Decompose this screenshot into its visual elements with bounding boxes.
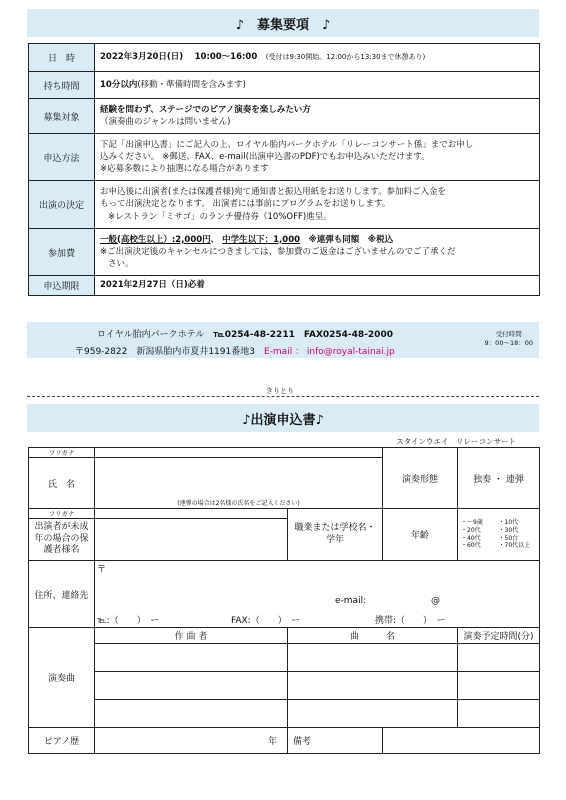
age-option[interactable]: ・50台 [498, 534, 519, 542]
form-subtitle: スタインウエイ リレーコンサート [396, 437, 516, 446]
row-label-target: 募集対象 [29, 99, 95, 134]
hotel-tel: ℡0254-48-2211 [213, 330, 295, 340]
age-option[interactable]: ・40代 [461, 534, 481, 542]
guardian-furigana-input[interactable] [95, 509, 288, 519]
hotel-fax: FAX0254-48-2000 [303, 330, 393, 340]
row-label-date: 日 時 [29, 44, 95, 72]
composer-input[interactable] [95, 644, 288, 672]
name-input[interactable] [95, 458, 383, 509]
years-label: 年 [267, 737, 277, 747]
method-line-1: 下記「出演申込書」にご記入の上、ロイヤル胎内パークホテル「リレーコンサート係」までお申し [100, 139, 474, 150]
mobile-field[interactable]: 携帯:（ ） ー [375, 616, 446, 626]
method-line-2: 込みください。 ※郵送、FAX、e-mail(出演申込書のPDF)でもお申込みいただけます。 [100, 151, 430, 162]
composer-input[interactable] [95, 672, 288, 700]
age-option[interactable]: ・～9歳 [461, 518, 483, 526]
furigana-input[interactable] [95, 448, 383, 458]
cut-line-label: きりとり [266, 387, 294, 395]
fee-child: 中学生以下：1,000 [222, 234, 301, 245]
guardian-input[interactable] [95, 519, 288, 561]
title-input[interactable] [288, 672, 458, 700]
age-option[interactable]: ・20代 [461, 526, 481, 534]
guardian-furigana-label: フリガナ [29, 509, 95, 519]
duet-note: (連弾の場合は2名様の氏名をご記入ください) [177, 500, 300, 507]
duration-input[interactable] [458, 644, 540, 672]
composer-input[interactable] [95, 700, 288, 728]
reception-hours [485, 330, 533, 348]
fee-note: ※連弾も同額 ※税込 [308, 234, 394, 245]
method-line-3: ※応募多数により抽選になる場合があります [100, 164, 269, 175]
at-mark: @ [431, 596, 440, 606]
decision-line-2: もって出演決定となります。 出演者には事前にプログラムをお送りします。 [100, 199, 391, 210]
guardian-label: 出演者が未成年の場合の保護者様名 [29, 519, 95, 561]
fee-line-3: さい。 [108, 259, 134, 270]
reception-time: 9：00～18：00 [484, 339, 533, 348]
performance-options[interactable]: 独奏 ・ 連弾 [458, 448, 540, 509]
reception-label: 受付時間 [495, 330, 522, 338]
deadline-value: 2021年2月27日（日)必着 [95, 276, 540, 296]
hotel-address: 〒959-2822 新潟県胎内市夏井1191番地3 [75, 347, 255, 357]
piano-history-input[interactable] [95, 728, 288, 754]
age-options[interactable] [458, 509, 540, 561]
hotel-contact-banner [27, 322, 539, 358]
guidelines-table [28, 43, 540, 296]
age-label: 年齢 [383, 509, 458, 561]
time-main: 10分以内 [100, 79, 138, 90]
address-label: 住所、連絡先 [29, 561, 95, 628]
time-value [95, 72, 540, 99]
tel-field[interactable]: ℡:（ ） ー [97, 616, 160, 626]
age-option[interactable]: ・30代 [498, 526, 519, 534]
pieces-label: 演奏曲 [29, 628, 95, 728]
date-main: 2022年3月20日(日) 10:00～16:00 [100, 52, 258, 63]
row-label-decision: 出演の決定 [29, 181, 95, 229]
method-value [95, 134, 540, 181]
fee-line-2: ※ご出演決定後のキャンセルにつきましては、参加費のご返金はございませんのでご了承くだ [100, 246, 456, 257]
performance-type-label: 演奏形態 [383, 448, 458, 509]
date-note: (受付は9:30開始。12:00から13:30まで休憩あり) [265, 53, 426, 62]
duration-input[interactable] [458, 700, 540, 728]
remarks-label: 備考 [288, 728, 383, 754]
occupation-label: 職業または学校名・学年 [288, 509, 383, 561]
hotel-name: ロイヤル胎内パークホテル [97, 330, 205, 340]
guidelines-heading: ♪ 募集要項 ♪ [27, 9, 539, 37]
target-value [95, 99, 540, 134]
remarks-input[interactable] [383, 728, 540, 754]
email-label: e-mail: [335, 596, 367, 606]
address-input[interactable] [95, 561, 540, 628]
furigana-label: フリガナ [29, 448, 95, 458]
fax-field[interactable]: FAX:（ ） ー [231, 616, 301, 626]
title-header: 曲 名 [288, 628, 458, 644]
name-label: 氏 名 [29, 458, 95, 509]
fee-sep: 、 [210, 234, 223, 245]
composer-header: 作 曲 者 [95, 628, 288, 644]
row-label-method: 申込方法 [29, 134, 95, 181]
row-label-deadline: 申込期限 [29, 276, 95, 296]
decision-line-3: ※レストラン「ミサゴ」のランチ優待券（10%OFF)進呈。 [108, 211, 332, 222]
form-heading: ♪出演申込書♪ [27, 404, 539, 432]
hotel-email[interactable]: E-mail ： info@royal-tainai.jp [263, 347, 395, 357]
title-input[interactable] [288, 644, 458, 672]
age-option[interactable]: ・10代 [498, 518, 519, 526]
decision-line-1: お申込後に出演者(または保護者様)宛て通知書と振込用紙をお送りします。参加料ご入金を [100, 187, 446, 198]
row-label-duration: 持ち時間 [29, 72, 95, 99]
cut-line [27, 396, 539, 397]
postal-mark: 〒 [97, 565, 107, 575]
application-form [28, 447, 540, 754]
title-input[interactable] [288, 700, 458, 728]
row-label-fee: 参加費 [29, 229, 95, 276]
date-value [95, 44, 540, 72]
target-line-2: （演奏曲のジャンルは問いません) [100, 117, 231, 127]
fee-value [95, 229, 540, 276]
fee-adult: 一般(高校生以上）:2,000円 [100, 234, 211, 245]
age-option[interactable]: ・70代以上 [498, 542, 531, 550]
duration-header: 演奏予定時間(分) [458, 628, 540, 644]
decision-value [95, 181, 540, 229]
target-line-1: 経験を問わず、ステージでのピアノ演奏を楽しみたい方 [100, 104, 311, 115]
duration-input[interactable] [458, 672, 540, 700]
time-note: (移動・準備時間を含みます) [137, 79, 246, 90]
age-option[interactable]: ・60代 [461, 542, 481, 550]
piano-history-label: ピアノ歴 [29, 728, 95, 754]
